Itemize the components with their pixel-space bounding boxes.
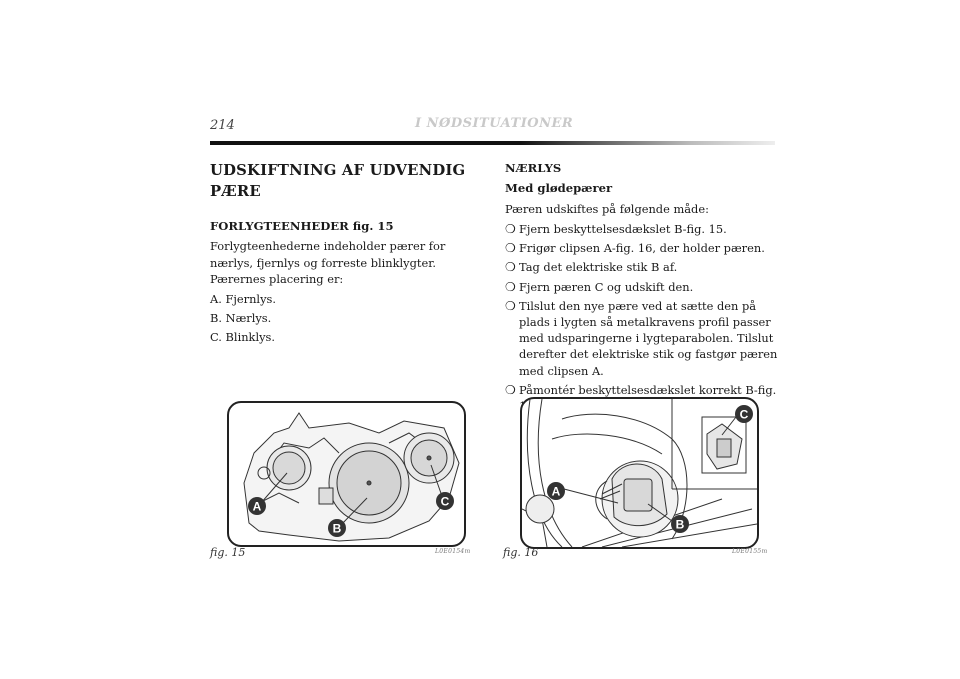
svg-text:C: C (440, 494, 450, 509)
figure-15-headlamp-unit (227, 401, 466, 547)
page-number: 214 (210, 118, 235, 133)
headlamp-unit-illustration (229, 403, 464, 545)
figure-15-code: L0E0154m (435, 548, 471, 555)
main-heading: UDSKIFTNING AF UDVENDIG PÆRE (210, 162, 466, 200)
bulb-type-heading: Med glødepærer (505, 181, 613, 196)
label-c-callout (735, 405, 753, 423)
bulb-list-item: B. Nærlys. (210, 311, 272, 326)
label-b-callout (328, 519, 346, 537)
bullet-icon: ❍ (505, 222, 516, 237)
bullet-icon: ❍ (505, 241, 516, 256)
bulb-list-item: A. Fjernlys. (210, 292, 276, 307)
subheading-headlamps: FORLYGTEENHEDER fig. 15 (210, 219, 394, 233)
step-item: ❍ Fjern beskyttelsesdækslet B-fig. 15. (505, 221, 780, 237)
section-title: I NØDSITUATIONER (415, 116, 574, 131)
figure-16-bulb-replacement (520, 397, 759, 549)
procedure-steps (505, 221, 780, 414)
step-item: ❍ Tag det elektriske stik B af. (505, 259, 780, 275)
page-header (210, 116, 775, 146)
figure-16-code: L0E0155m (732, 548, 768, 555)
figure-16-caption: fig. 16 (503, 546, 539, 559)
bullet-icon: ❍ (505, 382, 516, 397)
bullet-icon: ❍ (505, 260, 516, 275)
intro-paragraph: Forlygteenhederne indeholder pærer for nærlys, fjernlys og forreste blinklygter. Pærernes placering er: (210, 239, 446, 286)
step-item: ❍ Tilslut den nye pære ved at sætte den på plads i lygten så metalkravens profil passer med udsparingerne i lygteparabolen. Tilslut derefter det elektriske stik og fastgør pæren med clipsen A. (505, 298, 778, 378)
label-c-callout (436, 492, 454, 510)
label-b-callout (671, 515, 689, 533)
svg-text:B: B (675, 517, 685, 532)
dipped-beam-heading: NÆRLYS (505, 161, 562, 175)
right-column (505, 160, 780, 417)
bulb-list-item: C. Blinklys. (210, 330, 275, 345)
bulb-replacement-illustration (522, 399, 757, 547)
svg-text:A: A (551, 484, 561, 499)
figure-15-caption: fig. 15 (210, 546, 246, 559)
bullet-icon: ❍ (505, 279, 516, 294)
svg-text:C: C (739, 407, 749, 422)
step-item: ❍ Fjern pæren C og udskift den. (505, 279, 780, 295)
svg-text:A: A (252, 499, 262, 514)
left-column (210, 160, 485, 349)
step-item: ❍ Påmontér beskyttelsesdækslet korrekt B-fig. (505, 382, 780, 414)
label-a-callout (547, 482, 565, 500)
label-a-callout (248, 497, 266, 515)
svg-text:B: B (332, 521, 342, 536)
step-item: ❍ Frigør clipsen A-fig. 16, der holder pæren. (505, 240, 780, 256)
bullet-icon: ❍ (505, 298, 516, 313)
procedure-intro: Pæren udskiftes på følgende måde: (505, 201, 709, 216)
header-rule (210, 141, 775, 145)
